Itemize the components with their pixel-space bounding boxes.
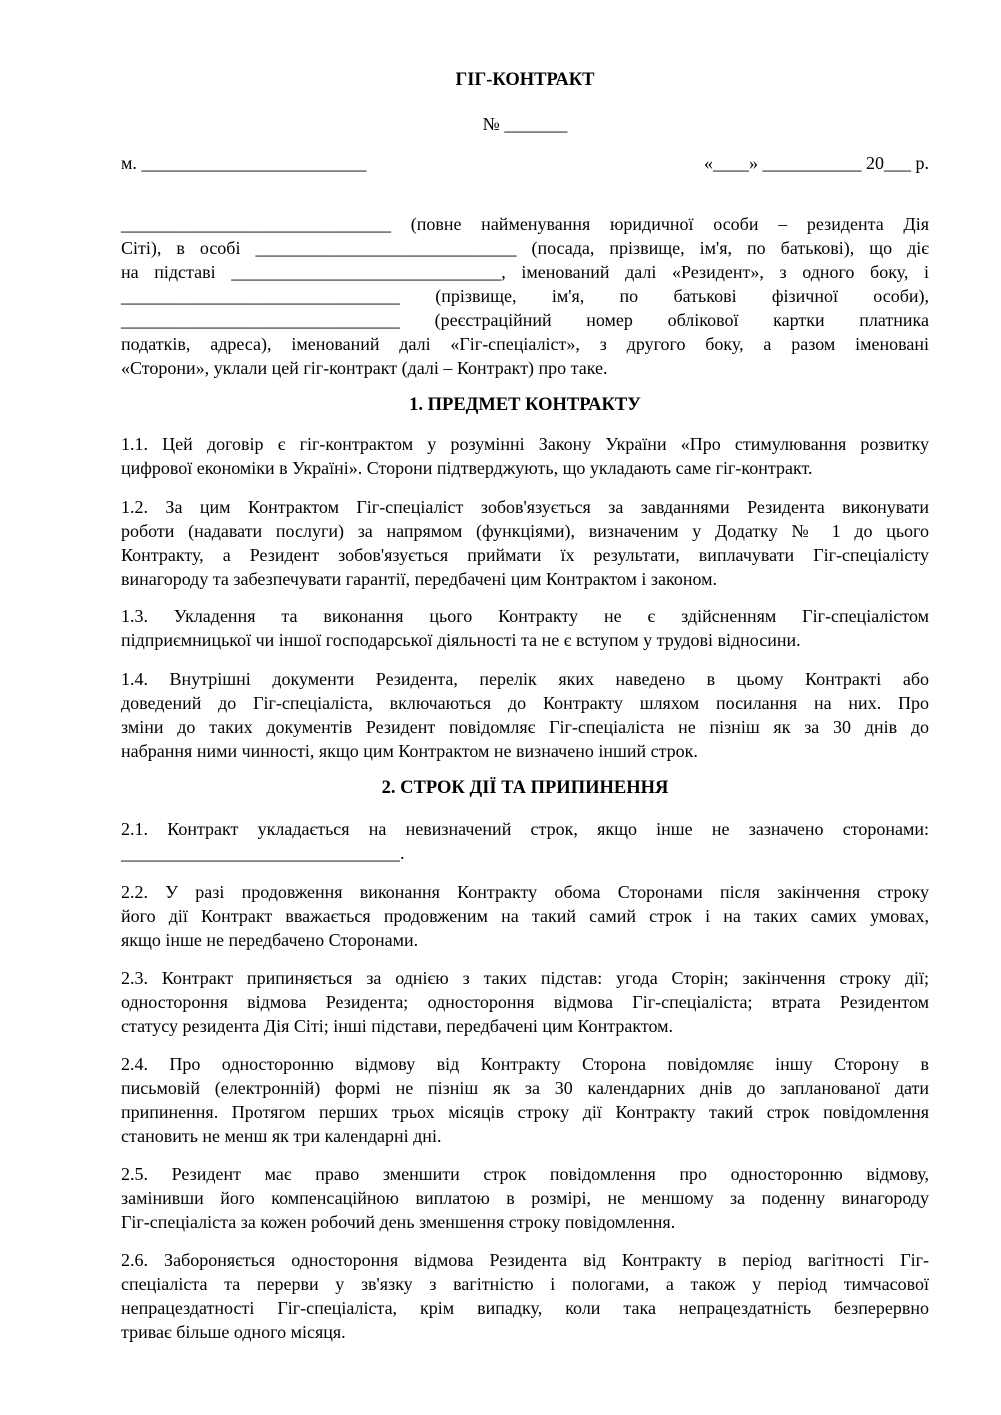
contract-date: «____» ___________ 20___ р.: [704, 153, 929, 173]
document-page: [121, 0, 929, 1415]
paragraph-line: роботи (надавати послуги) за напрямом (функціями), визначеним у Додатку № 1 до цього: [121, 521, 929, 541]
intro-line: _______________________________ (прізвище, ім'я, по батькові фізичної особи),: [121, 286, 929, 306]
intro-line: податків, адреса), іменований далі «Гіг-спеціаліст», з другого боку, а разом іменовані: [121, 334, 929, 354]
paragraph-line: зміни до таких документів Резидент повідомляє Гіг-спеціаліста не пізніш як за 30 днів до: [121, 717, 929, 737]
paragraph-line: підприємницької чи іншої господарської діяльності та не є вступом у трудові відносини.: [121, 630, 801, 650]
paragraph-line: 2.1. Контракт укладається на невизначений строк, якщо інше не зазначено сторонами:: [121, 819, 929, 839]
paragraph-2-4: [121, 1052, 929, 1148]
paragraph-line: триває більше одного місяця.: [121, 1322, 346, 1342]
paragraph-1-2: [121, 495, 929, 591]
paragraph-line: 1.1. Цей договір є гіг-контрактом у розумінні Закону України «Про стимулювання розвитку: [121, 434, 929, 454]
paragraph-line: спеціаліста та перерви у зв'язку з вагітністю і пологами, а також у період тимчасової: [121, 1274, 929, 1294]
intro-line: «Сторони», уклали цей гіг-контракт (далі – Контракт) про таке.: [121, 358, 608, 378]
paragraph-1-3: [121, 604, 929, 652]
paragraph-line: Гіг-спеціаліста за кожен робочий день зменшення строку повідомлення.: [121, 1212, 676, 1232]
section-heading: 1. ПРЕДМЕТ КОНТРАКТУ: [409, 395, 641, 415]
paragraph-2-2: [121, 880, 929, 952]
intro-line: _______________________________ (реєстраційний номер облікової картки платника: [121, 310, 929, 330]
intro-paragraph: [121, 212, 929, 380]
document-title: ГІГ-КОНТРАКТ: [455, 70, 595, 90]
intro-line: ______________________________ (повне найменування юридичної особи – резидента Дія: [121, 214, 929, 234]
paragraph-line: цифрової економіки в Україні». Сторони підтверджують, що укладають саме гіг-контракт.: [121, 458, 813, 478]
paragraph-line: 1.4. Внутрішні документи Резидента, перелік яких наведено в цьому Контракті або: [121, 669, 929, 689]
paragraph-line: замінивши його компенсаційною виплатою в розмірі, не меншому за поденну винагороду: [121, 1188, 929, 1208]
paragraph-line: 2.2. У разі продовження виконання Контракту обома Сторонами після закінчення строку: [121, 882, 929, 902]
paragraph-line: становить не менш як три календарні дні.: [121, 1126, 442, 1146]
paragraph-line: 1.3. Укладення та виконання цього Контракту не є здійсненням Гіг-спеціалістом: [121, 606, 929, 626]
paragraph-line: винагороду та забезпечувати гарантії, передбачені цим Контрактом і законом.: [121, 569, 718, 589]
paragraph-line: доведений до Гіг-спеціаліста, включаються до Контракту шляхом посилання на них. Про: [121, 693, 929, 713]
intro-line: на підставі ______________________________, іменований далі «Резидент», з одного боку, і: [121, 262, 929, 282]
paragraph-1-1: [121, 432, 929, 480]
contract-number: № _______: [482, 114, 568, 134]
paragraph-line: якщо інше не передбачено Сторонами.: [121, 930, 419, 950]
paragraph-2-1: [121, 817, 929, 865]
paragraph-2-6: [121, 1248, 929, 1344]
paragraph-line: 2.4. Про односторонню відмову від Контракту Сторона повідомляє іншу Сторону в: [121, 1054, 929, 1074]
paragraph-line: непрацездатності Гіг-спеціаліста, крім випадку, коли така непрацездатність безперервно: [121, 1298, 929, 1318]
paragraph-line: 1.2. За цим Контрактом Гіг-спеціаліст зобов'язується за завданнями Резидента виконувати: [121, 497, 929, 517]
paragraph-line: Контракту, а Резидент зобов'язується приймати їх результати, виплачувати Гіг-спеціалісту: [121, 545, 929, 565]
paragraph-line: його дії Контракт вважається продовженим на такий самий строк і на таких самих умовах,: [121, 906, 929, 926]
contract-place: м. _________________________: [121, 153, 367, 173]
paragraph-1-4: [121, 667, 929, 763]
paragraph-line: 2.5. Резидент має право зменшити строк повідомлення про односторонню відмову,: [121, 1164, 929, 1184]
paragraph-line: одностороння відмова Резидента; одностороння відмова Гіг-спеціаліста; втрата Резидентом: [121, 992, 929, 1012]
paragraph-line: статусу резидента Дія Сіті; інші підстави, передбачені цим Контрактом.: [121, 1016, 673, 1036]
paragraph-2-3: [121, 966, 929, 1038]
section-heading: 2. СТРОК ДІЇ ТА ПРИПИНЕННЯ: [381, 778, 669, 798]
paragraph-line: письмовій (електронній) формі не пізніш як за 30 календарних днів до запланованої дати: [121, 1078, 929, 1098]
paragraph-line: 2.3. Контракт припиняється за однією з таких підстав: угода Сторін; закінчення строку дії;: [121, 968, 929, 988]
paragraph-line: набрання ними чинності, якщо цим Контрактом не визначено інший строк.: [121, 741, 698, 761]
intro-line: Сіті), в особі _____________________________ (посада, прізвище, ім'я, по батькові), що діє: [121, 238, 929, 258]
paragraph-line: _______________________________.: [121, 843, 405, 863]
paragraph-2-5: [121, 1162, 929, 1234]
paragraph-line: припинення. Протягом перших трьох місяців строку дії Контракту такий строк повідомлення: [121, 1102, 929, 1122]
paragraph-line: 2.6. Забороняється одностороння відмова Резидента від Контракту в період вагітності Гіг-: [121, 1250, 929, 1270]
